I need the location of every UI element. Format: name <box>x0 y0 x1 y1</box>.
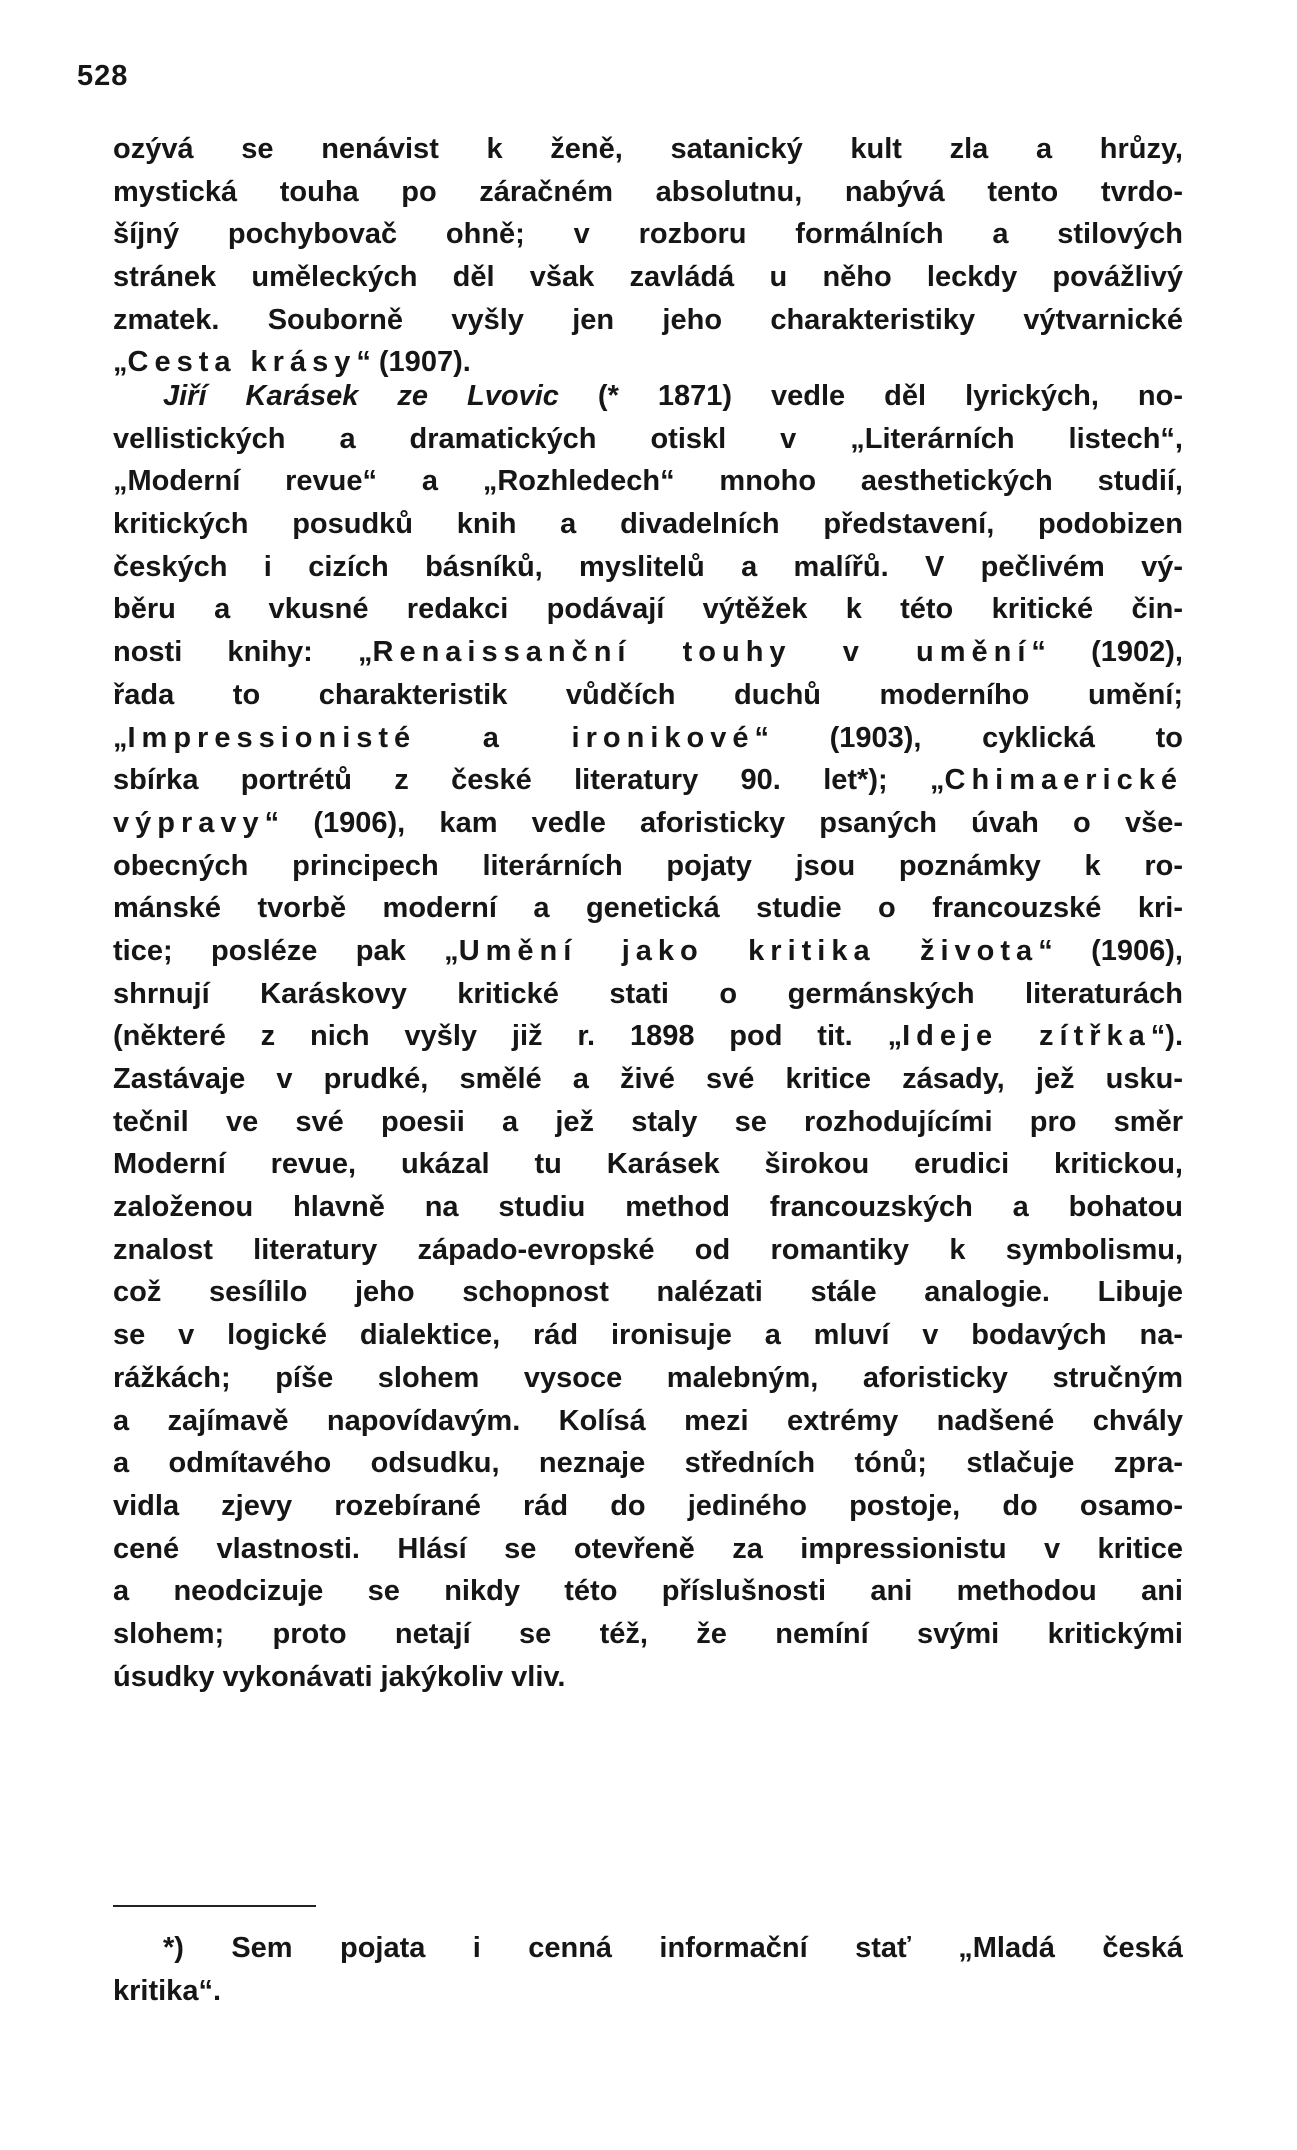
text-line <box>113 171 1183 214</box>
text-segment: Zastávaje v prudké, smělé a živé své kritice zásady, jež usku- <box>113 1063 1183 1095</box>
text-line <box>113 213 1183 256</box>
text-segment: “ (1902), <box>1031 636 1183 669</box>
paragraph-1 <box>113 128 1183 384</box>
text-line <box>113 887 1183 930</box>
text-line <box>113 1970 1183 2013</box>
text-line <box>113 717 1183 760</box>
text-segment: tice; posléze pak „ <box>113 934 459 967</box>
text-line <box>113 802 1183 845</box>
text-segment: Renaissanční touhy v umění <box>372 636 1032 669</box>
text-segment: vellistických a dramatických otiskl v „Literárních listech“, <box>113 422 1183 455</box>
text-line <box>113 1143 1183 1186</box>
text-line <box>113 256 1183 299</box>
text-line <box>113 128 1183 171</box>
text-segment: což sesílilo jeho schopnost nalézati stále analogie. Libuje <box>113 1276 1183 1309</box>
text-line <box>113 1271 1183 1314</box>
text-line <box>113 1442 1183 1485</box>
text-segment: “ (1903), cyklická to <box>754 721 1183 754</box>
text-segment: Chimaerické <box>944 764 1183 797</box>
text-line <box>113 1186 1183 1229</box>
text-segment: Umění jako kritika života <box>458 934 1039 967</box>
text-segment: (některé z nich vyšly již r. 1898 pod tit. „ <box>113 1020 903 1053</box>
text-segment: založenou hlavně na studiu method francouzských a bohatou <box>113 1191 1183 1224</box>
text-line <box>113 1058 1183 1101</box>
text-segment: mystická touha po záračném absolutnu, nabývá tento tvrdo- <box>113 175 1183 208</box>
text-segment: *) Sem pojata i cenná informační stať „Mladá česká <box>163 1932 1183 1964</box>
text-segment: “ (1906), <box>1038 934 1183 967</box>
text-line <box>113 1570 1183 1613</box>
text-segment: úsudky vykonávati jakýkoliv vliv. <box>113 1660 566 1693</box>
text-line <box>113 1314 1183 1357</box>
text-segment: šíjný pochybovač ohně; v rozboru formálních a stilových <box>113 218 1183 251</box>
text-line <box>113 845 1183 888</box>
text-line <box>113 418 1183 461</box>
text-line <box>113 1613 1183 1656</box>
text-line <box>113 503 1183 546</box>
text-segment: běru a vkusné redakci podávají výtěžek k této kritické čin- <box>113 593 1183 626</box>
text-line <box>113 588 1183 631</box>
text-line <box>113 1485 1183 1528</box>
text-line <box>113 546 1183 589</box>
text-segment: obecných principech literárních pojaty jsou poznámky k ro- <box>113 849 1183 882</box>
text-line <box>113 1101 1183 1144</box>
text-line <box>113 1015 1183 1058</box>
text-line <box>113 759 1183 802</box>
text-segment: kritika“. <box>113 1974 221 2007</box>
text-segment: rážkách; píše slohem vysoce malebným, aforisticky stručným <box>113 1361 1183 1394</box>
text-line <box>113 375 1183 418</box>
text-line <box>113 930 1183 973</box>
text-segment: “ (1906), kam vedle aforisticky psaných úvah o vše- <box>264 806 1183 839</box>
text-segment: slohem; proto netají se též, že nemíní svými kritickými <box>113 1617 1183 1650</box>
text-line <box>113 1229 1183 1272</box>
text-segment: ozývá se nenávist k ženě, satanický kult zla a hrůzy, <box>113 133 1183 165</box>
text-segment: “). <box>1150 1020 1183 1053</box>
footnote <box>113 1927 1183 2012</box>
text-segment: Cesta krásy <box>127 346 357 379</box>
text-segment: kritických posudků knih a divadelních představení, podobizen <box>113 508 1183 541</box>
text-segment: nosti knihy: „ <box>113 636 373 669</box>
text-segment: „ <box>113 346 128 379</box>
text-segment: a zajímavě napovídavým. Kolísá mezi extrémy nadšené chvály <box>113 1404 1183 1437</box>
text-segment: vidla zjevy rozebírané rád do jediného postoje, do osamo- <box>113 1489 1183 1522</box>
text-segment: shrnují Karáskovy kritické stati o germánských literaturách <box>113 977 1183 1010</box>
paragraph-2 <box>113 375 1183 1698</box>
text-segment: výpravy <box>113 806 265 839</box>
text-line <box>113 1400 1183 1443</box>
text-segment: a neodcizuje se nikdy této příslušnosti ani methodou ani <box>113 1575 1183 1608</box>
text-segment: Jiří Karásek ze Lvovic <box>163 380 559 412</box>
footnote-separator <box>113 1905 316 1907</box>
text-segment: Ideje zítřka <box>902 1020 1151 1053</box>
text-line <box>113 973 1183 1016</box>
text-line <box>113 674 1183 717</box>
text-segment: znalost literatury západo-evropské od romantiky k symbolismu, <box>113 1233 1183 1266</box>
text-segment: řada to charakteristik vůdčích duchů moderního umění; <box>113 678 1183 711</box>
text-line <box>113 1927 1183 1970</box>
text-line <box>113 460 1183 503</box>
text-segment: „Moderní revue“ a „Rozhledech“ mnoho aesthetických studií, <box>113 465 1183 498</box>
text-segment: stránek uměleckých děl však zavládá u něho leckdy povážlivý <box>113 261 1183 294</box>
text-segment: mánské tvorbě moderní a genetická studie o francouzské kri- <box>113 892 1183 925</box>
text-line <box>113 631 1183 674</box>
text-segment: zmatek. Souborně vyšly jen jeho charakteristiky výtvarnické <box>113 303 1183 336</box>
text-segment: “ (1907). <box>356 346 471 379</box>
text-segment: tečnil ve své poesii a jež staly se rozhodujícími pro směr <box>113 1105 1183 1138</box>
text-segment: českých i cizích básníků, myslitelů a malířů. V pečlivém vý- <box>113 550 1183 583</box>
text-line <box>113 299 1183 342</box>
text-segment: cené vlastnosti. Hlásí se otevřeně za impressionistu v kritice <box>113 1532 1183 1565</box>
text-segment: „ <box>113 721 128 754</box>
text-line <box>113 1357 1183 1400</box>
text-line <box>113 1656 1183 1699</box>
text-segment: Impressionisté a ironikové <box>127 721 755 754</box>
text-segment: Moderní revue, ukázal tu Karásek širokou erudici kritickou, <box>113 1148 1183 1181</box>
page-number: 528 <box>77 60 129 92</box>
text-segment: sbírka portrétů z české literatury 90. let*); „ <box>113 764 945 797</box>
text-line <box>113 1528 1183 1571</box>
text-segment: a odmítavého odsudku, neznaje středních tónů; stlačuje zpra- <box>113 1447 1183 1480</box>
text-segment: se v logické dialektice, rád ironisuje a mluví v bodavých na- <box>113 1319 1183 1352</box>
text-segment: (* 1871) vedle děl lyrických, no- <box>558 380 1183 412</box>
